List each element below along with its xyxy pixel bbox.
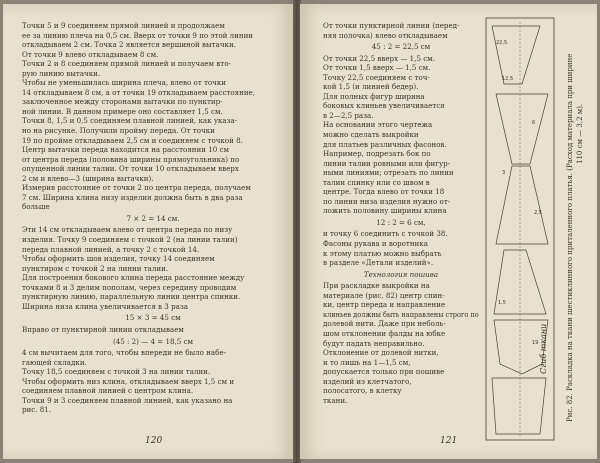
text-line: в 2—2,5 раза. <box>323 110 374 120</box>
text-line: 4 см вычитаем для того, чтобы впереди не было набе- <box>22 348 227 358</box>
gore-piece <box>496 166 548 244</box>
text-line: Точки 5 и 9 соединяем прямой линией и продолжаем <box>22 21 225 30</box>
formula: 15 × 3 = 45 см <box>125 313 181 323</box>
fold-label: Сгиб ткани <box>539 323 548 374</box>
text-line: Измерив расстояние от точки 2 по центра переда, получаем <box>22 183 251 193</box>
gore-piece <box>492 26 540 84</box>
text-line: 2 см и влево—3 (ширина вытачки). <box>22 173 154 183</box>
text-line: Вправо от пунктирной линии откладываем <box>22 324 184 334</box>
text-line: но на рисунке. Получили пройму переда. От точки <box>22 126 215 136</box>
text-line: Для построения бокового клина переда расстояние между <box>22 273 245 283</box>
text-line: 19 по пройме откладываем 2,5 см и соединяем с точкой 8. <box>22 135 243 145</box>
text-line: 7 см. Ширина клина низу изделия должна быть в два раза <box>22 192 243 202</box>
text-line: ки, центр переда и направление <box>323 300 446 310</box>
text-line: Чтобы не уменьшилась ширина плеча, влево от точки <box>22 78 227 88</box>
page-number: 120 <box>145 436 163 446</box>
text-line: Центр вытачки переда находится на расстоянии 10 см <box>22 145 230 155</box>
text-line: ложить половину ширины клина <box>323 206 447 216</box>
text-line: изделия. Точку 9 соединяем с точкой 2 (на линии талии) <box>22 235 238 245</box>
text-line: материале (рис. 82) центр спин- <box>323 290 445 300</box>
text-line: допускается только при пошиве <box>323 367 445 377</box>
formula: (45 : 2) — 4 = 18,5 см <box>112 336 194 346</box>
text-line: соединяем плавной линией с центром клина. <box>22 386 194 396</box>
left-page-text <box>22 21 284 415</box>
text-line: От точки 1,5 вверх — 1,5 см. <box>323 63 431 73</box>
formula: 45 : 2 = 22,5 см <box>371 42 431 52</box>
right-page <box>300 4 597 459</box>
text-line: и то лишь на 1—1,5 см, <box>323 357 411 367</box>
text-line: по линии низа изделия нужно от- <box>323 196 451 206</box>
text-line: пунктирную линию, параллельную линии центра спинки. <box>22 292 241 302</box>
text-line: в разделе «Детали изделий». <box>323 258 434 268</box>
point-label: 3 <box>502 170 506 176</box>
text-line: На основании этого чертежа <box>323 120 433 130</box>
text-line: опущенной линии талии. От точки 10 откладываем вверх <box>22 164 239 174</box>
text-line: Точку 18,5 соединяем с точкой 3 на линии талии. <box>22 367 211 377</box>
text-line: точками 8 и 3 делим пополам, через середину проводим <box>22 282 237 292</box>
text-line: шом отклонении фалды на юбке <box>323 328 446 338</box>
text-line: Для полных фигур ширина <box>323 91 425 101</box>
page-number: 121 <box>440 436 458 446</box>
text-line: ными линиями; отрезать по линии <box>323 168 454 178</box>
text-line: от центра переда (половина ширины прямоугольника) по <box>22 154 240 164</box>
text-line: Отклонение от долевой нитки, <box>323 348 439 358</box>
text-line: ткани. <box>323 395 348 405</box>
text-line: Чтобы оформить шов изделия, точку 14 соединяем <box>22 254 215 264</box>
text-line: Эти 14 см откладываем влево от центра переда по низу <box>22 225 233 235</box>
text-line: Чтобы оформить низ клина, откладываем вверх 1,5 см и <box>22 376 235 386</box>
text-line: При раскладке выкройки на <box>323 281 430 291</box>
text-line: талии спинку или со швом в <box>323 177 430 187</box>
text-line: пунктиром с точкой 2 на линии талии. <box>22 263 169 273</box>
text-line: Точки 8, 1,5 и 0,5 соединяем плавной линией, как указа- <box>22 116 238 126</box>
caption-line: Рис. 82. Раскладка на ткани шестиклинного приталенного платья. (Расход материала при ширине <box>566 53 574 422</box>
text-line: Точки 2 и 8 соединяем прямой линией и получаем вто- <box>22 59 231 69</box>
text-line: переда плавной линией, а точку 2 с точкой 14. <box>22 244 200 254</box>
point-label: 22,5 <box>496 40 508 46</box>
point-label: 6 <box>532 120 536 126</box>
point-label: 1,5 <box>498 300 506 306</box>
text-line: ной линии. В данном примере оно составляет 1,5 см. <box>22 106 223 116</box>
text-line: полосатого, в клетку <box>323 386 402 396</box>
text-line: От точки пунктирной линии (перед- <box>323 21 460 30</box>
fabric-outline <box>486 18 554 440</box>
text-line: Например, подрезать бок по <box>323 149 431 159</box>
point-label: 19 <box>532 340 539 346</box>
text-line: От точки 22,5 вверх — 1,5 см. <box>323 53 435 63</box>
text-line: центре. Тогда влево от точки 18 <box>323 187 445 197</box>
text-line: и точку 6 соединить с точкой 38. <box>323 229 448 239</box>
text-line: ее за линию плеча на 0,5 см. Вверх от точки 9 по этой линии <box>22 30 254 40</box>
right-page-text <box>323 21 479 405</box>
text-line: откладываем 2 см. Точка 2 является вершиной вытачки. <box>22 40 236 50</box>
text-line: Точки 9 и 3 соединяем плавной линией, как указано на <box>22 395 233 405</box>
text-line: можно сделать выкройки <box>323 130 419 140</box>
formula: 7 × 2 = 14 см. <box>126 213 180 223</box>
gore-piece <box>496 94 548 164</box>
text-line: больше <box>22 202 50 212</box>
formula: 12 : 2 = 6 см, <box>376 217 426 227</box>
text-line: боковых клиньев увеличивается <box>323 101 445 111</box>
text-line: Точку 22,5 соединяем с точ- <box>323 72 430 82</box>
text-line: долевой нити. Даже при неболь- <box>323 319 446 329</box>
section-heading: Технология пошива <box>363 269 439 279</box>
text-line: Фасоны рукава и воротника <box>323 239 428 249</box>
text-line: рис. 81. <box>22 405 52 415</box>
text-line: для платьев различных фасонов. <box>323 139 447 149</box>
figure-caption <box>562 24 588 424</box>
left-page <box>3 4 294 459</box>
text-line: линии талии ровными или фигур- <box>323 158 451 168</box>
sleeve-piece <box>492 378 546 434</box>
pattern-layout-figure <box>482 14 558 444</box>
text-line: няя полочка) влево откладываем <box>323 30 448 40</box>
text-line: рую линию вытачки. <box>22 68 101 78</box>
point-label: 12,5 <box>502 76 514 82</box>
caption-line: 110 см — 3,2 м). <box>576 103 584 164</box>
text-line: клиньев должны быть направлены строго по <box>323 309 479 319</box>
text-line: изделий из клетчатого, <box>323 376 412 386</box>
text-line: будут падать неправильно. <box>323 338 425 348</box>
point-label: 2,5 <box>534 210 542 216</box>
text-line: кой 1,5 (и линией бедер). <box>323 82 419 92</box>
text-line: От точки 9 влево откладываем 8 см. <box>22 49 159 59</box>
text-line: заключенное между сторонами вытачки по пунктир- <box>22 97 223 107</box>
text-line: к этому платью можно выбрать <box>323 248 442 258</box>
text-line: 14 откладываем 8 см, а от точки 19 откладываем расстояние, <box>22 87 256 97</box>
text-line: гающей складки. <box>22 357 87 367</box>
text-line: Ширина низа клина увеличивается в 3 раза <box>22 301 188 311</box>
